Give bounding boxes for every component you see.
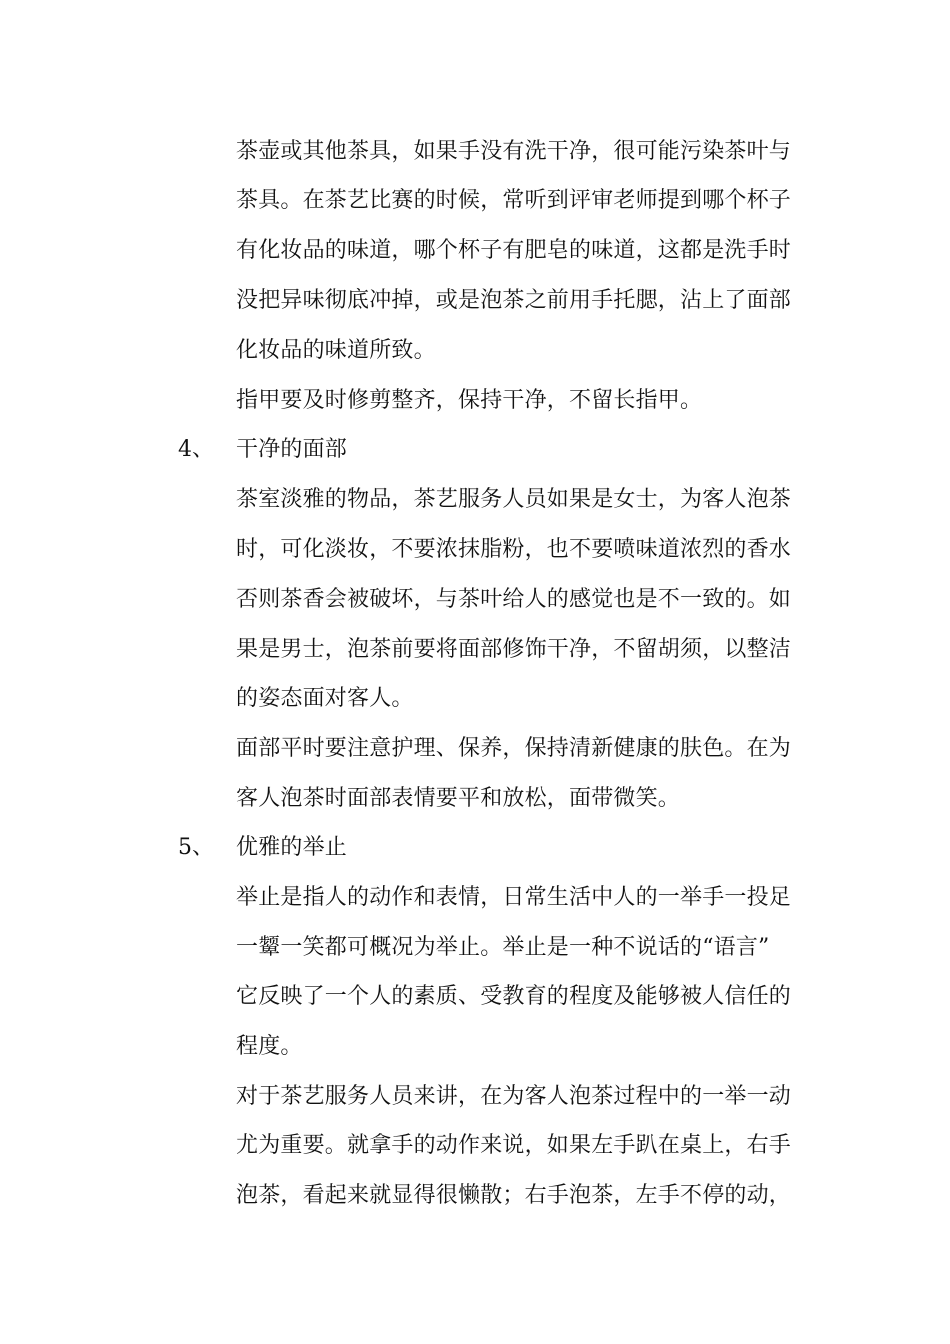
text-line: 没把异味彻底冲掉，或是泡茶之前用手托腮，沾上了面部	[236, 288, 792, 313]
text-line: 举止是指人的动作和表情，日常生活中人的一举手一投足	[236, 885, 792, 910]
section-number: 5、	[178, 835, 214, 860]
text-line: 茶具。在茶艺比赛的时候，常听到评审老师提到哪个杯子	[236, 188, 792, 213]
text-line: 有化妆品的味道，哪个杯子有肥皂的味道，这都是洗手时	[236, 238, 792, 263]
text-line: 泡茶，看起来就显得很懒散；右手泡茶，左手不停的动，	[236, 1183, 792, 1208]
section-number: 4、	[178, 437, 214, 462]
text-line: 它反映了一个人的素质、受教育的程度及能够被人信任的	[236, 984, 792, 1009]
text-line: 面部平时要注意护理、保养，保持清新健康的肤色。在为	[236, 736, 792, 761]
section-heading: 优雅的举止	[236, 835, 348, 860]
text-line: 指甲要及时修剪整齐，保持干净，不留长指甲。	[236, 388, 703, 413]
text-line: 茶室淡雅的物品，茶艺服务人员如果是女士，为客人泡茶	[236, 487, 792, 512]
section-heading: 干净的面部	[236, 437, 348, 462]
text-line: 茶壶或其他茶具，如果手没有洗干净，很可能污染茶叶与	[236, 139, 792, 164]
text-line: 一颦一笑都可概况为举止。举止是一种不说话的“语言”	[236, 935, 770, 960]
text-line: 客人泡茶时面部表情要平和放松，面带微笑。	[236, 786, 681, 811]
text-line: 时，可化淡妆，不要浓抹脂粉，也不要喷味道浓烈的香水	[236, 537, 792, 562]
text-line: 化妆品的味道所致。	[236, 338, 436, 363]
text-line: 的姿态面对客人。	[236, 686, 414, 711]
text-line: 否则茶香会被破坏，与茶叶给人的感觉也是不一致的。如	[236, 587, 792, 612]
text-line: 对于茶艺服务人员来讲，在为客人泡茶过程中的一举一动	[236, 1084, 792, 1109]
text-line: 尤为重要。就拿手的动作来说，如果左手趴在桌上，右手	[236, 1133, 792, 1158]
text-line: 程度。	[236, 1034, 303, 1059]
text-line: 果是男士，泡茶前要将面部修饰干净，不留胡须，以整洁	[236, 637, 792, 662]
